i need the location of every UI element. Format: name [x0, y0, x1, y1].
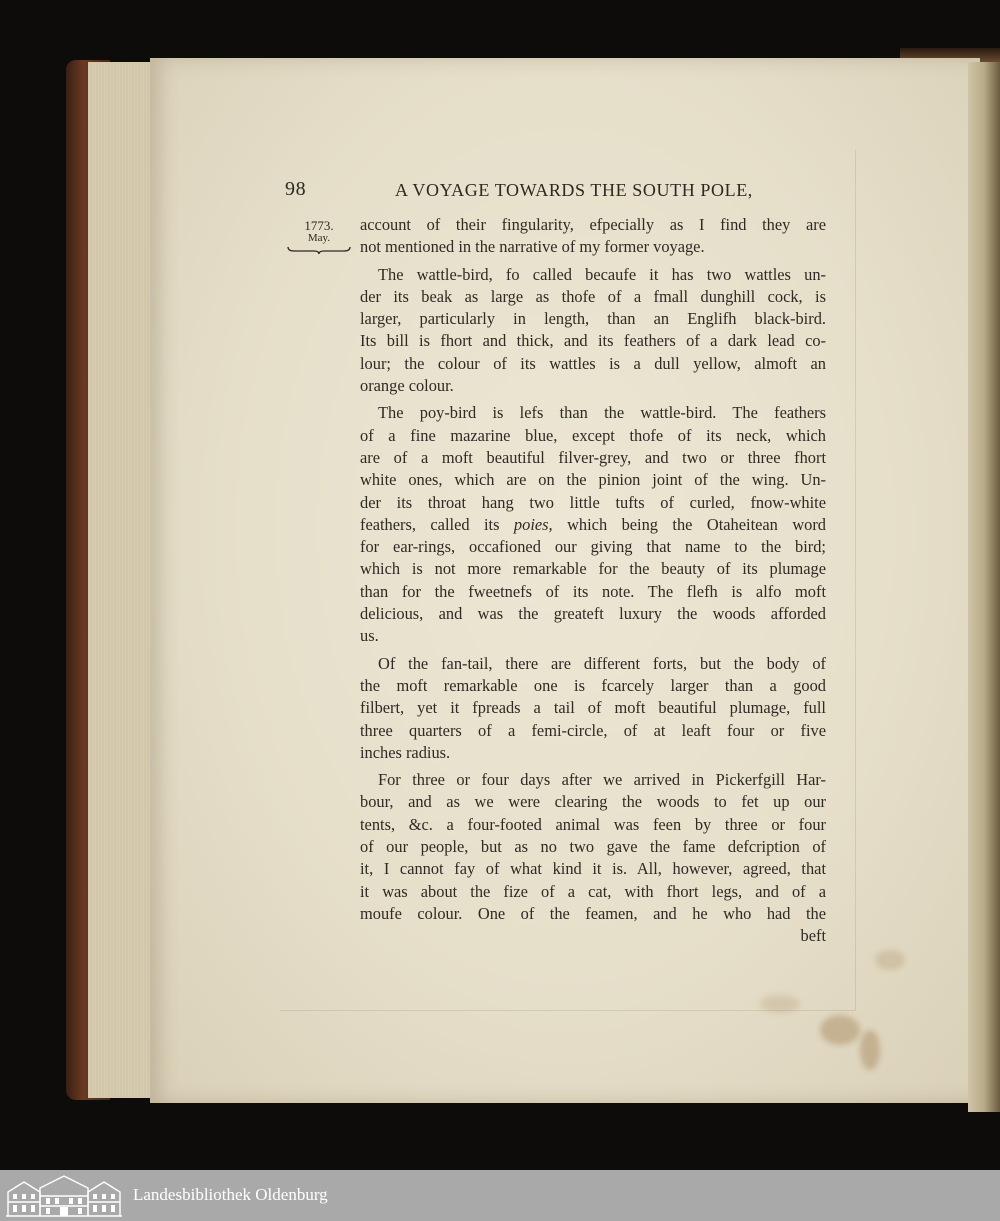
text-line: of a fine mazarine blue, except thofe of its neck, which: [360, 425, 826, 445]
text-line: white ones, which are on the pinion joint of the wing. Un-: [360, 470, 826, 490]
page-number: 98: [285, 178, 307, 200]
foxing-stain: [760, 995, 800, 1013]
right-page-edge: [968, 62, 1000, 1112]
text-line: filbert, yet it fpreads a tail of moft beautiful plumage, full: [360, 698, 826, 718]
text-line: The wattle-bird, fo called becaufe it has two wattles un-: [378, 264, 826, 284]
text-line: tents, &c. a four-footed animal was feen by three or four: [360, 814, 826, 834]
margin-month: May.: [307, 232, 331, 244]
text-line: account of their fingularity, efpecially as I find they are: [360, 215, 826, 234]
text-segment: which being the Otaheitean word: [567, 514, 827, 534]
text-line: it was about the fize of a cat, with fhort legs, and of a: [360, 881, 826, 901]
text-segment: feathers, called its: [360, 514, 500, 534]
text-line: bour, and as we were clearing the woods to fet up our: [360, 792, 826, 812]
text-line: larger, particularly in length, than an Englifh black-bird.: [360, 309, 826, 329]
text-line: moufe colour. One of the feamen, and he who had the: [360, 903, 826, 923]
running-header: [285, 178, 830, 208]
library-footer: [0, 1170, 1000, 1221]
text-line: than for the fweetnefs of its note. The flefh is alfo moft: [360, 581, 826, 601]
text-line: the moft remarkable one is fcarcely larger than a good: [360, 675, 826, 695]
text-line: not mentioned in the narrative of my former voyage.: [360, 237, 705, 257]
margin-date-note: [286, 220, 352, 254]
library-name: Landesbibliothek Oldenburg: [133, 1185, 328, 1204]
text-line: Its bill is fhort and thick, and its feathers of a dark lead co-: [360, 331, 826, 351]
text-line: of our people, but as no two gave the fame defcription of: [360, 837, 826, 857]
text-line: inches radius.: [360, 742, 451, 762]
text-line: The poy-bird is lefs than the wattle-bird. The feathers: [378, 403, 826, 423]
margin-year: 1773.: [304, 218, 334, 233]
foxing-stain: [875, 950, 905, 970]
text-line: der its throat hang two little tufts of curled, fnow-white: [360, 492, 826, 512]
text-line: For three or four days after we arrived in Pickerfgill Har-: [378, 770, 826, 790]
page-edges: [88, 62, 158, 1098]
text-line: us.: [360, 626, 379, 646]
text-line: three quarters of a femi-circle, of at leaft four or five: [360, 720, 826, 740]
text-line: it, I cannot fay of what kind it is. All, however, agreed, that: [360, 859, 826, 879]
library-building-icon: [4, 1174, 124, 1218]
text-line: are of a moft beautiful filver-grey, and two or three fhort: [360, 447, 826, 467]
text-line: delicious, and was the greateft luxury the woods afforded: [360, 604, 826, 624]
running-title: A VOYAGE TOWARDS THE SOUTH POLE,: [395, 180, 753, 200]
text-line: Of the fan-tail, there are different forts, but the body of: [378, 653, 826, 673]
text-line: [360, 514, 826, 536]
text-line: orange colour.: [360, 376, 454, 396]
brace-icon: [286, 246, 352, 254]
italic-word: poies,: [513, 514, 553, 534]
text-line: for ear-rings, occafioned our giving that name to the bird;: [360, 537, 826, 557]
foxing-stain: [820, 1015, 860, 1045]
text-line: lour; the colour of its wattles is a dull yellow, almoft an: [360, 353, 826, 373]
text-line: der its beak as large as thofe of a fmall dunghill cock, is: [360, 286, 826, 306]
foxing-stain: [860, 1030, 880, 1070]
body-text: [360, 214, 826, 948]
catchword: beft: [800, 926, 826, 946]
text-line: which is not more remarkable for the beauty of its plumage: [360, 559, 826, 579]
